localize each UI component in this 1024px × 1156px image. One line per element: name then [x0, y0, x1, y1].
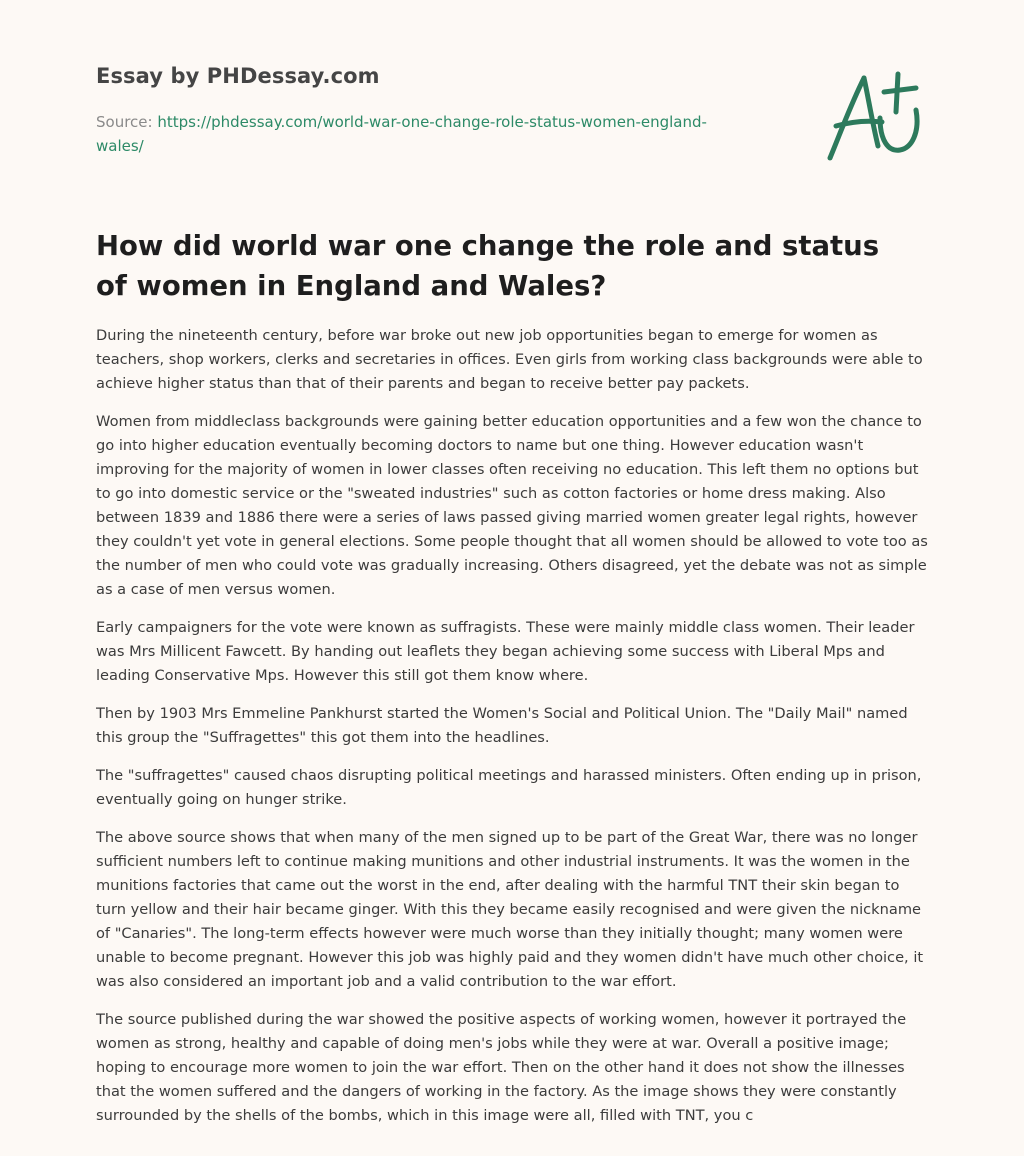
- essay-paragraph: Then by 1903 Mrs Emmeline Pankhurst started the Women's Social and Political Union. The "Daily Mail" named this group the "Suffragettes" this got them into the headlines.: [96, 705, 908, 746]
- source-label: Source:: [96, 113, 153, 131]
- essay-paragraph: During the nineteenth century, before war broke out new job opportunities began to emerge for women as teachers, shop workers, clerks and secretaries in offices. Even girls from working class backgrounds were able to achieve higher status than that of their parents and began to receive better pay packets.: [96, 327, 923, 392]
- essay-paragraph: The source published during the war showed the positive aspects of working women, however it portrayed the women as strong, healthy and capable of doing men's jobs while they were at war. Overall a positive image; hoping to encourage more women to join the war effort. Then on the other hand it does not show the illnesses that the women suffered and the dangers of working in the factory. As the image shows they were constantly surrounded by the shells of the bombs, which in this image were all, filled with TNT, you c: [96, 1011, 907, 1124]
- source-line: [96, 110, 716, 158]
- essay-paragraph: Women from middleclass backgrounds were gaining better education opportunities and a few won the chance to go into higher education eventually becoming doctors to name but one thing. However education wasn't improving for the majority of women in lower classes often receiving no education. This left them no options but to go into domestic service or the "sweated industries" such as cotton factories or home dress making. Also between 1839 and 1886 there were a series of laws passed giving married women greater legal rights, however they couldn't yet vote in general elections. Some people thought that all women should be allowed to vote too as the number of men who could vote was gradually increasing. Others disagreed, yet the debate was not as simple as a case of men versus women.: [96, 413, 928, 598]
- essay-title: How did world war one change the role and status of women in England and Wales?: [96, 230, 880, 302]
- essay-paragraph: The "suffragettes" caused chaos disrupting political meetings and harassed ministers. Often ending up in prison, eventually going on hunger strike.: [96, 767, 922, 808]
- source-link[interactable]: https://phdessay.com/world-war-one-change-role-status-women-england-wales/: [96, 113, 707, 155]
- essay-paragraph: Early campaigners for the vote were known as suffragists. These were mainly middle class women. Their leader was Mrs Millicent Fawcett. By handing out leaflets they began achieving some success with Liberal Mps and leading Conservative Mps. However this still got them know where.: [96, 619, 915, 684]
- site-title: Essay by PHDessay.com: [96, 64, 380, 88]
- essay-paragraph: The above source shows that when many of the men signed up to be part of the Great War, there was no longer sufficient numbers left to continue making munitions and other industrial instruments. It was the women in the munitions factories that came out the worst in the end, after dealing with the harmful TNT their skin began to turn yellow and their hair became ginger. With this they became easily recognised and were given the nickname of "Canaries". The long-term effects however were much worse than they initially thought; many women were unable to become pregnant. However this job was highly paid and they women didn't have much other choice, it was also considered an important job and a valid contribution to the war effort.: [96, 829, 924, 990]
- a-plus-logo-icon: [822, 66, 930, 166]
- essay-body: [96, 324, 932, 1156]
